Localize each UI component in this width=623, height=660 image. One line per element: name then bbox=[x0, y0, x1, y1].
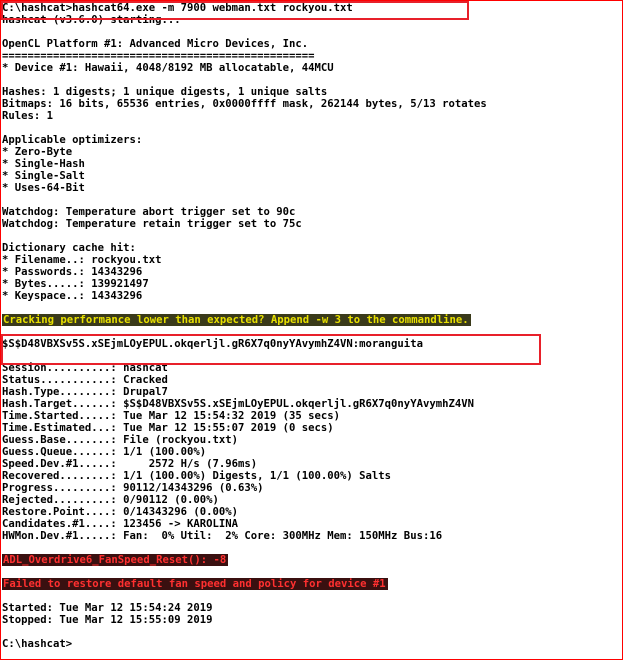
console-line: Speed.Dev.#1.....: 2572 H/s (7.96ms) bbox=[2, 458, 258, 470]
console-line: OpenCL Platform #1: Advanced Micro Devices, Inc. bbox=[2, 38, 309, 50]
console-line bbox=[1, 230, 622, 242]
console-line bbox=[1, 302, 622, 314]
console-line: Guess.Queue......: 1/1 (100.00%) bbox=[2, 446, 207, 458]
console-line bbox=[1, 578, 622, 590]
console-line: Candidates.#1....: 123456 -> KAROLINA bbox=[2, 518, 238, 530]
console-line: Guess.Base.......: File (rockyou.txt) bbox=[2, 434, 238, 446]
console-output bbox=[1, 2, 622, 650]
console-line: Progress.........: 90112/14343296 (0.63%) bbox=[2, 482, 264, 494]
console-line: Rejected.........: 0/90112 (0.00%) bbox=[2, 494, 219, 506]
console-line: HWMon.Dev.#1.....: Fan: 0% Util: 2% Core: 300MHz Mem: 150MHz Bus:16 bbox=[2, 530, 443, 542]
console-line: Hash.Target......: $S$D48VBXSv5S.xSEjmLOyEPUL.okqerljl.gR6X7q0nyYAvymhZ4VN bbox=[2, 398, 474, 410]
console-line: * Keyspace..: 14343296 bbox=[2, 290, 143, 302]
console-line: Time.Started.....: Tue Mar 12 15:54:32 2019 (35 secs) bbox=[2, 410, 341, 422]
console-highlighted-text: Failed to restore default fan speed and policy for device #1 bbox=[3, 578, 386, 590]
console-line bbox=[1, 542, 622, 554]
console-line: * Uses-64-Bit bbox=[2, 182, 85, 194]
console-line: Watchdog: Temperature retain trigger set to 75c bbox=[2, 218, 302, 230]
console-line: * Zero-Byte bbox=[2, 146, 73, 158]
console-line: * Passwords.: 14343296 bbox=[2, 266, 143, 278]
console-line: Hash.Type........: Drupal7 bbox=[2, 386, 168, 398]
console-line: Started: Tue Mar 12 15:54:24 2019 bbox=[2, 602, 213, 614]
console-line: Stopped: Tue Mar 12 15:55:09 2019 bbox=[2, 614, 213, 626]
console-highlighted-text: ADL_Overdrive6_FanSpeed_Reset(): -8 bbox=[3, 554, 227, 566]
console-line bbox=[1, 122, 622, 134]
console-line: Hashes: 1 digests; 1 unique digests, 1 unique salts bbox=[2, 86, 328, 98]
console-line bbox=[1, 74, 622, 86]
console-line: Dictionary cache hit: bbox=[2, 242, 136, 254]
console-line: Restore.Point....: 0/14343296 (0.00%) bbox=[2, 506, 238, 518]
console-line bbox=[1, 26, 622, 38]
console-line: C:\hashcat>hashcat64.exe -m 7900 webman.txt rockyou.txt bbox=[2, 2, 353, 14]
console-line: * Single-Salt bbox=[2, 170, 85, 182]
console-highlighted-text: Cracking performance lower than expected? Append -w 3 to the commandline. bbox=[3, 314, 469, 326]
console-line: * Device #1: Hawaii, 4048/8192 MB allocatable, 44MCU bbox=[2, 62, 334, 74]
console-line: * Single-Hash bbox=[2, 158, 85, 170]
console-line: Time.Estimated...: Tue Mar 12 15:55:07 2019 (0 secs) bbox=[2, 422, 334, 434]
console-line: $S$D48VBXSv5S.xSEjmLOyEPUL.okqerljl.gR6X7q0nyYAvymhZ4VN:moranguita bbox=[2, 338, 423, 350]
console-line bbox=[1, 314, 622, 326]
console-line: Recovered........: 1/1 (100.00%) Digests, 1/1 (100.00%) Salts bbox=[2, 470, 392, 482]
console-line: C:\hashcat> bbox=[2, 638, 73, 650]
console-line: Status...........: Cracked bbox=[2, 374, 168, 386]
console-line bbox=[1, 326, 622, 338]
console-line: Applicable optimizers: bbox=[2, 134, 143, 146]
console-line bbox=[1, 590, 622, 602]
console-line: Session..........: hashcat bbox=[2, 362, 168, 374]
console-line: Rules: 1 bbox=[2, 110, 54, 122]
console-line: * Filename..: rockyou.txt bbox=[2, 254, 162, 266]
console-line: ================================================= bbox=[2, 50, 315, 62]
console-line: Bitmaps: 16 bits, 65536 entries, 0x0000ffff mask, 262144 bytes, 5/13 rotates bbox=[2, 98, 487, 110]
console-line bbox=[1, 626, 622, 638]
console-line bbox=[1, 194, 622, 206]
console-line bbox=[1, 350, 622, 362]
console-line: hashcat (v3.6.0) starting... bbox=[2, 14, 181, 26]
console-line: * Bytes.....: 139921497 bbox=[2, 278, 149, 290]
console-line bbox=[1, 554, 622, 566]
console-line bbox=[1, 566, 622, 578]
console-line: Watchdog: Temperature abort trigger set to 90c bbox=[2, 206, 296, 218]
